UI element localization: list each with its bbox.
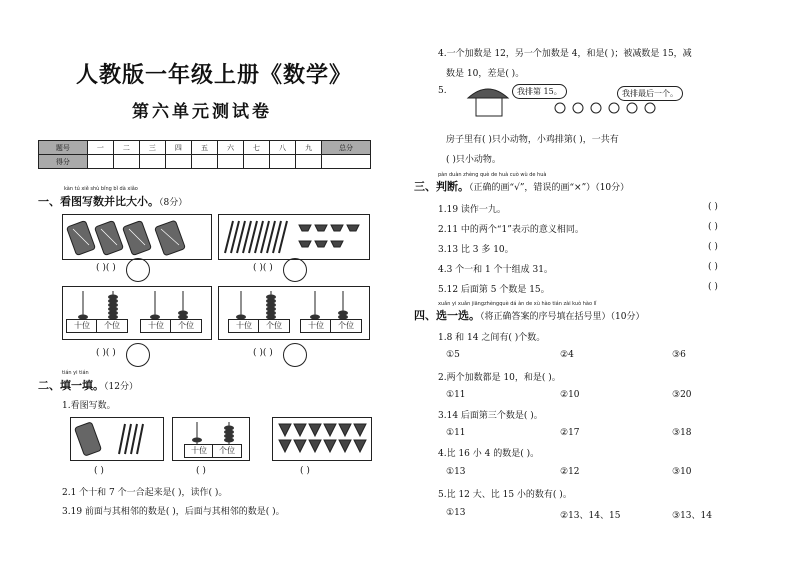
score-cell: 总分 (322, 141, 371, 155)
strawberries-icon (273, 418, 371, 460)
compare-circle-4[interactable] (283, 343, 307, 367)
score-blank[interactable] (322, 155, 371, 169)
score-cell: 四 (165, 141, 191, 155)
choice-option-b[interactable]: ②10 (560, 390, 580, 400)
score-blank[interactable] (87, 155, 113, 169)
choice-option-a[interactable]: ①11 (446, 390, 466, 400)
judge-item-2: 2.11 中的两个“1”表示的意义相同。 (438, 225, 584, 235)
tens-place-label: 十位 (228, 319, 260, 333)
compare-answer-3[interactable]: ( )( ) (96, 348, 116, 358)
speech-bubble-last: 我排最后一个。 (617, 86, 683, 101)
tens-place-label: 十位 (300, 319, 332, 333)
judge-answer-3[interactable]: ( ) (708, 242, 718, 252)
judge-answer-1[interactable]: ( ) (708, 202, 718, 212)
score-blank[interactable] (296, 155, 322, 169)
score-cell: 九 (296, 141, 322, 155)
section2-q1: 1.看图写数。 (62, 401, 116, 411)
score-table-header-row (39, 141, 371, 155)
section2-q5-line1: 房子里有( )只小动物，小鸡排第( )，一共有 (446, 135, 619, 145)
pencil-boat-picture-box (218, 214, 370, 260)
choice-option-a[interactable]: ①5 (446, 350, 460, 360)
stick-bundles-icon (71, 418, 163, 460)
section2-q5-line2: ( )只小动物。 (446, 155, 501, 165)
judge-item-3: 3.13 比 3 多 10。 (438, 245, 514, 255)
section1-points: （8分） (159, 198, 188, 208)
score-cell: 二 (113, 141, 139, 155)
ones-place-label: 个位 (258, 319, 290, 333)
ones-place-label: 个位 (170, 319, 202, 333)
judge-item-1: 1.19 读作一九。 (438, 205, 506, 215)
score-cell: 五 (191, 141, 217, 155)
score-cell: 三 (139, 141, 165, 155)
section2-label: 二、填一填。 (38, 379, 104, 392)
choice-option-b[interactable]: ②12 (560, 467, 580, 477)
section2-heading (38, 377, 138, 393)
section2-q4-line1: 4.一个加数是 12，另一个加数是 4，和是( )；被减数是 15，减 (438, 49, 692, 59)
section2-points: （12分） (104, 382, 138, 392)
section3-instruction: （正确的画“√”，错误的画“×”） (469, 183, 596, 193)
section2-q2: 2.1 个十和 7 个一合起来是( )，读作( )。 (62, 488, 228, 498)
judge-answer-4[interactable]: ( ) (708, 262, 718, 272)
section1-heading (38, 193, 187, 209)
speech-bubble-chick: 我排第 15。 (512, 84, 567, 99)
score-blank[interactable] (165, 155, 191, 169)
section3-pinyin: pàn duàn zhèng què de huà cuò wù de huà (438, 172, 547, 178)
choice-option-a[interactable]: ①11 (446, 428, 466, 438)
compare-circle-2[interactable] (283, 258, 307, 282)
tens-place-label: 十位 (184, 444, 214, 458)
score-blank[interactable] (244, 155, 270, 169)
section4-instruction: （将正确答案的序号填在括号里） (480, 312, 611, 322)
score-blank[interactable] (139, 155, 165, 169)
score-blank[interactable] (191, 155, 217, 169)
judge-answer-2[interactable]: ( ) (708, 222, 718, 232)
choice-option-b[interactable]: ②17 (560, 428, 580, 438)
stick-bundle-picture-box (62, 214, 212, 260)
section1-label: 一、看图写数并比大小。 (38, 195, 159, 208)
answer-blank[interactable]: ( ) (196, 466, 206, 476)
score-blank[interactable] (113, 155, 139, 169)
tens-place-label: 十位 (140, 319, 172, 333)
section4-label: 四、选一选。 (414, 309, 480, 322)
choice-option-b[interactable]: ②13、14、15 (560, 511, 621, 521)
compare-answer-4[interactable]: ( )( ) (253, 348, 273, 358)
choice-question-1: 1.8 和 14 之间有( )个数。 (438, 333, 546, 343)
choice-option-b[interactable]: ②4 (560, 350, 574, 360)
section2-q3: 3.19 前面与其相邻的数是( )，后面与其相邻的数是( )。 (62, 507, 285, 517)
compare-answer-1[interactable]: ( )( ) (96, 263, 116, 273)
choice-question-4: 4.比 16 小 4 的数是( )。 (438, 449, 540, 459)
tens-place-label: 十位 (66, 319, 98, 333)
ones-place-label: 个位 (212, 444, 242, 458)
score-table (38, 140, 371, 169)
section3-heading (414, 178, 629, 194)
answer-blank[interactable]: ( ) (94, 466, 104, 476)
section2-q5-number: 5. (438, 86, 447, 96)
section2-pinyin: tián yi tián (62, 370, 89, 376)
judge-item-5: 5.12 后面第 5 个数是 15。 (438, 285, 550, 295)
choice-question-5: 5.比 12 大、比 15 小的数有( )。 (438, 490, 572, 500)
choice-option-c[interactable]: ③13、14 (672, 511, 712, 521)
ones-place-label: 个位 (96, 319, 128, 333)
compare-answer-2[interactable]: ( )( ) (253, 263, 273, 273)
stick-bundles-icon (63, 215, 211, 259)
pencils-and-shapes-icon (219, 215, 369, 259)
section4-points: （10分） (610, 312, 645, 322)
choice-question-2: 2.两个加数都是 10，和是( )。 (438, 373, 561, 383)
compare-circle-1[interactable] (126, 258, 150, 282)
section4-pinyin: xuǎn yi xuǎn jiāngzhèngquè dá àn de xù hào tián zài kuò hào lǐ (438, 301, 597, 307)
choice-option-a[interactable]: ①13 (446, 508, 466, 518)
choice-question-3: 3.14 后面第三个数是( )。 (438, 411, 543, 421)
score-blank[interactable] (217, 155, 243, 169)
section3-points: （10分） (595, 183, 630, 193)
score-cell: 题号 (39, 141, 88, 155)
score-cell: 八 (270, 141, 296, 155)
score-cell: 七 (244, 141, 270, 155)
choice-option-a[interactable]: ①13 (446, 467, 466, 477)
choice-option-c[interactable]: ③20 (672, 390, 692, 400)
ones-place-label: 个位 (330, 319, 362, 333)
judge-answer-5[interactable]: ( ) (708, 282, 718, 292)
strawberry-picture-box (272, 417, 372, 461)
score-cell: 一 (87, 141, 113, 155)
section1-pinyin: kàn tú xiě shù bǐng bǐ dà xiǎo (64, 186, 138, 192)
score-blank[interactable] (270, 155, 296, 169)
page-subtitle: 第六单元测试卷 (132, 102, 272, 122)
section2-q4-line2: 数是 10，差是( )。 (446, 69, 525, 79)
score-cell: 六 (217, 141, 243, 155)
score-table-score-row (39, 155, 371, 169)
compare-circle-3[interactable] (126, 343, 150, 367)
score-cell: 得分 (39, 155, 88, 169)
page-title: 人教版一年级上册《数学》 (76, 63, 353, 88)
section4-heading (414, 307, 644, 323)
choice-option-c[interactable]: ③18 (672, 428, 692, 438)
choice-option-c[interactable]: ③6 (672, 350, 686, 360)
section3-label: 三、判断。 (414, 180, 469, 193)
bundle-picture-box (70, 417, 164, 461)
answer-blank[interactable]: ( ) (300, 466, 310, 476)
judge-item-4: 4.3 个一和 1 个十组成 31。 (438, 265, 553, 275)
choice-option-c[interactable]: ③10 (672, 467, 692, 477)
